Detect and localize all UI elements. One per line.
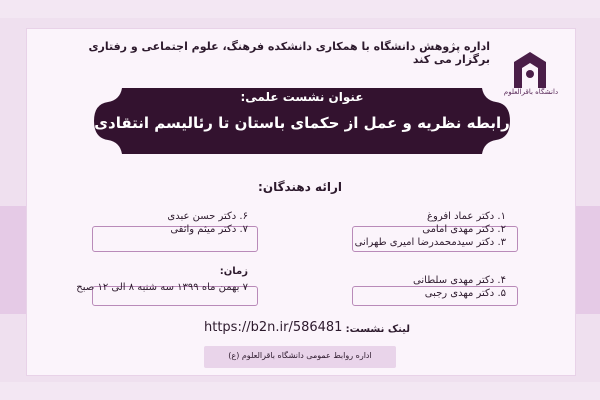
presenter-item: ۵. دکتر مهدی رجبی bbox=[424, 288, 506, 299]
presenter-item: ۱. دکتر عماد افروغ bbox=[427, 211, 506, 222]
title-banner bbox=[92, 86, 512, 156]
link-label: لینک نشست: bbox=[345, 324, 410, 335]
footer-text: اداره روابط عمومی دانشگاه باقرالعلوم (ع) bbox=[228, 351, 372, 360]
organizer-text: اداره پژوهش دانشگاه با همکاری دانشکده فرهنگ، علوم اجتماعی و رفتاری برگزار می کند bbox=[88, 40, 490, 66]
time-label: زمان: bbox=[219, 266, 248, 277]
presenters-heading: ارائه دهندگان: bbox=[258, 180, 342, 194]
presenter-item: ۳. دکتر سیدمحمدرضا امیری طهرانی bbox=[354, 237, 506, 248]
banner-title: رابطه نظریه و عمل از حکمای باستان تا رئالیسم انتقادی bbox=[94, 114, 510, 132]
presenter-item: ۷. دکتر میثم واثقی bbox=[170, 224, 248, 235]
presenters-list-b bbox=[320, 274, 506, 300]
time-value: ۷ بهمن ماه ۱۳۹۹ سه شنبه ۸ الی ۱۲ صبح bbox=[76, 282, 248, 293]
banner-subtitle: عنوان نشست علمی: bbox=[240, 90, 364, 104]
session-link[interactable]: https://b2n.ir/586481 bbox=[204, 320, 343, 335]
presenter-item: ۲. دکتر مهدی امامی bbox=[422, 224, 506, 235]
presenters-list-a bbox=[300, 210, 506, 249]
logo-label: دانشگاه باقرالعلوم bbox=[503, 88, 559, 96]
presenter-item: ۴. دکتر مهدی سلطانی bbox=[413, 275, 506, 286]
presenters-list-c bbox=[100, 210, 248, 236]
presenter-item: ۶. دکتر حسن عبدی bbox=[167, 211, 248, 222]
